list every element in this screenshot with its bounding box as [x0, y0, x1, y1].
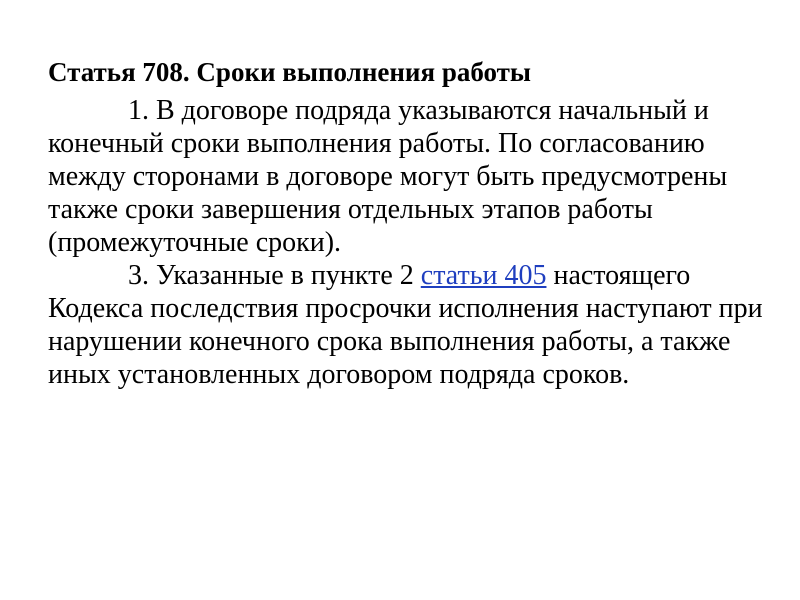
article-body — [48, 54, 768, 391]
paragraph-3-text-end: настоящего Кодекса последствия просрочки исполнения наступают при нарушении конечного срока выполнения работы, а также иных установленных договором подряда сроков. — [48, 260, 763, 390]
paragraph-1: 1. В договоре подряда указываются начальный и конечный сроки выполнения работы. По согласованию между сторонами в договоре могут быть предусмотрены также сроки завершения отдельных этапов работы (промежуточные сроки). — [48, 95, 728, 258]
paragraph-3 — [48, 259, 768, 391]
paragraph-3-text-start: 3. Указанные в пункте 2 — [128, 260, 421, 291]
article-405-link[interactable]: статьи 405 — [420, 260, 547, 291]
article-title: Статья 708. Сроки выполнения работы — [48, 57, 531, 87]
